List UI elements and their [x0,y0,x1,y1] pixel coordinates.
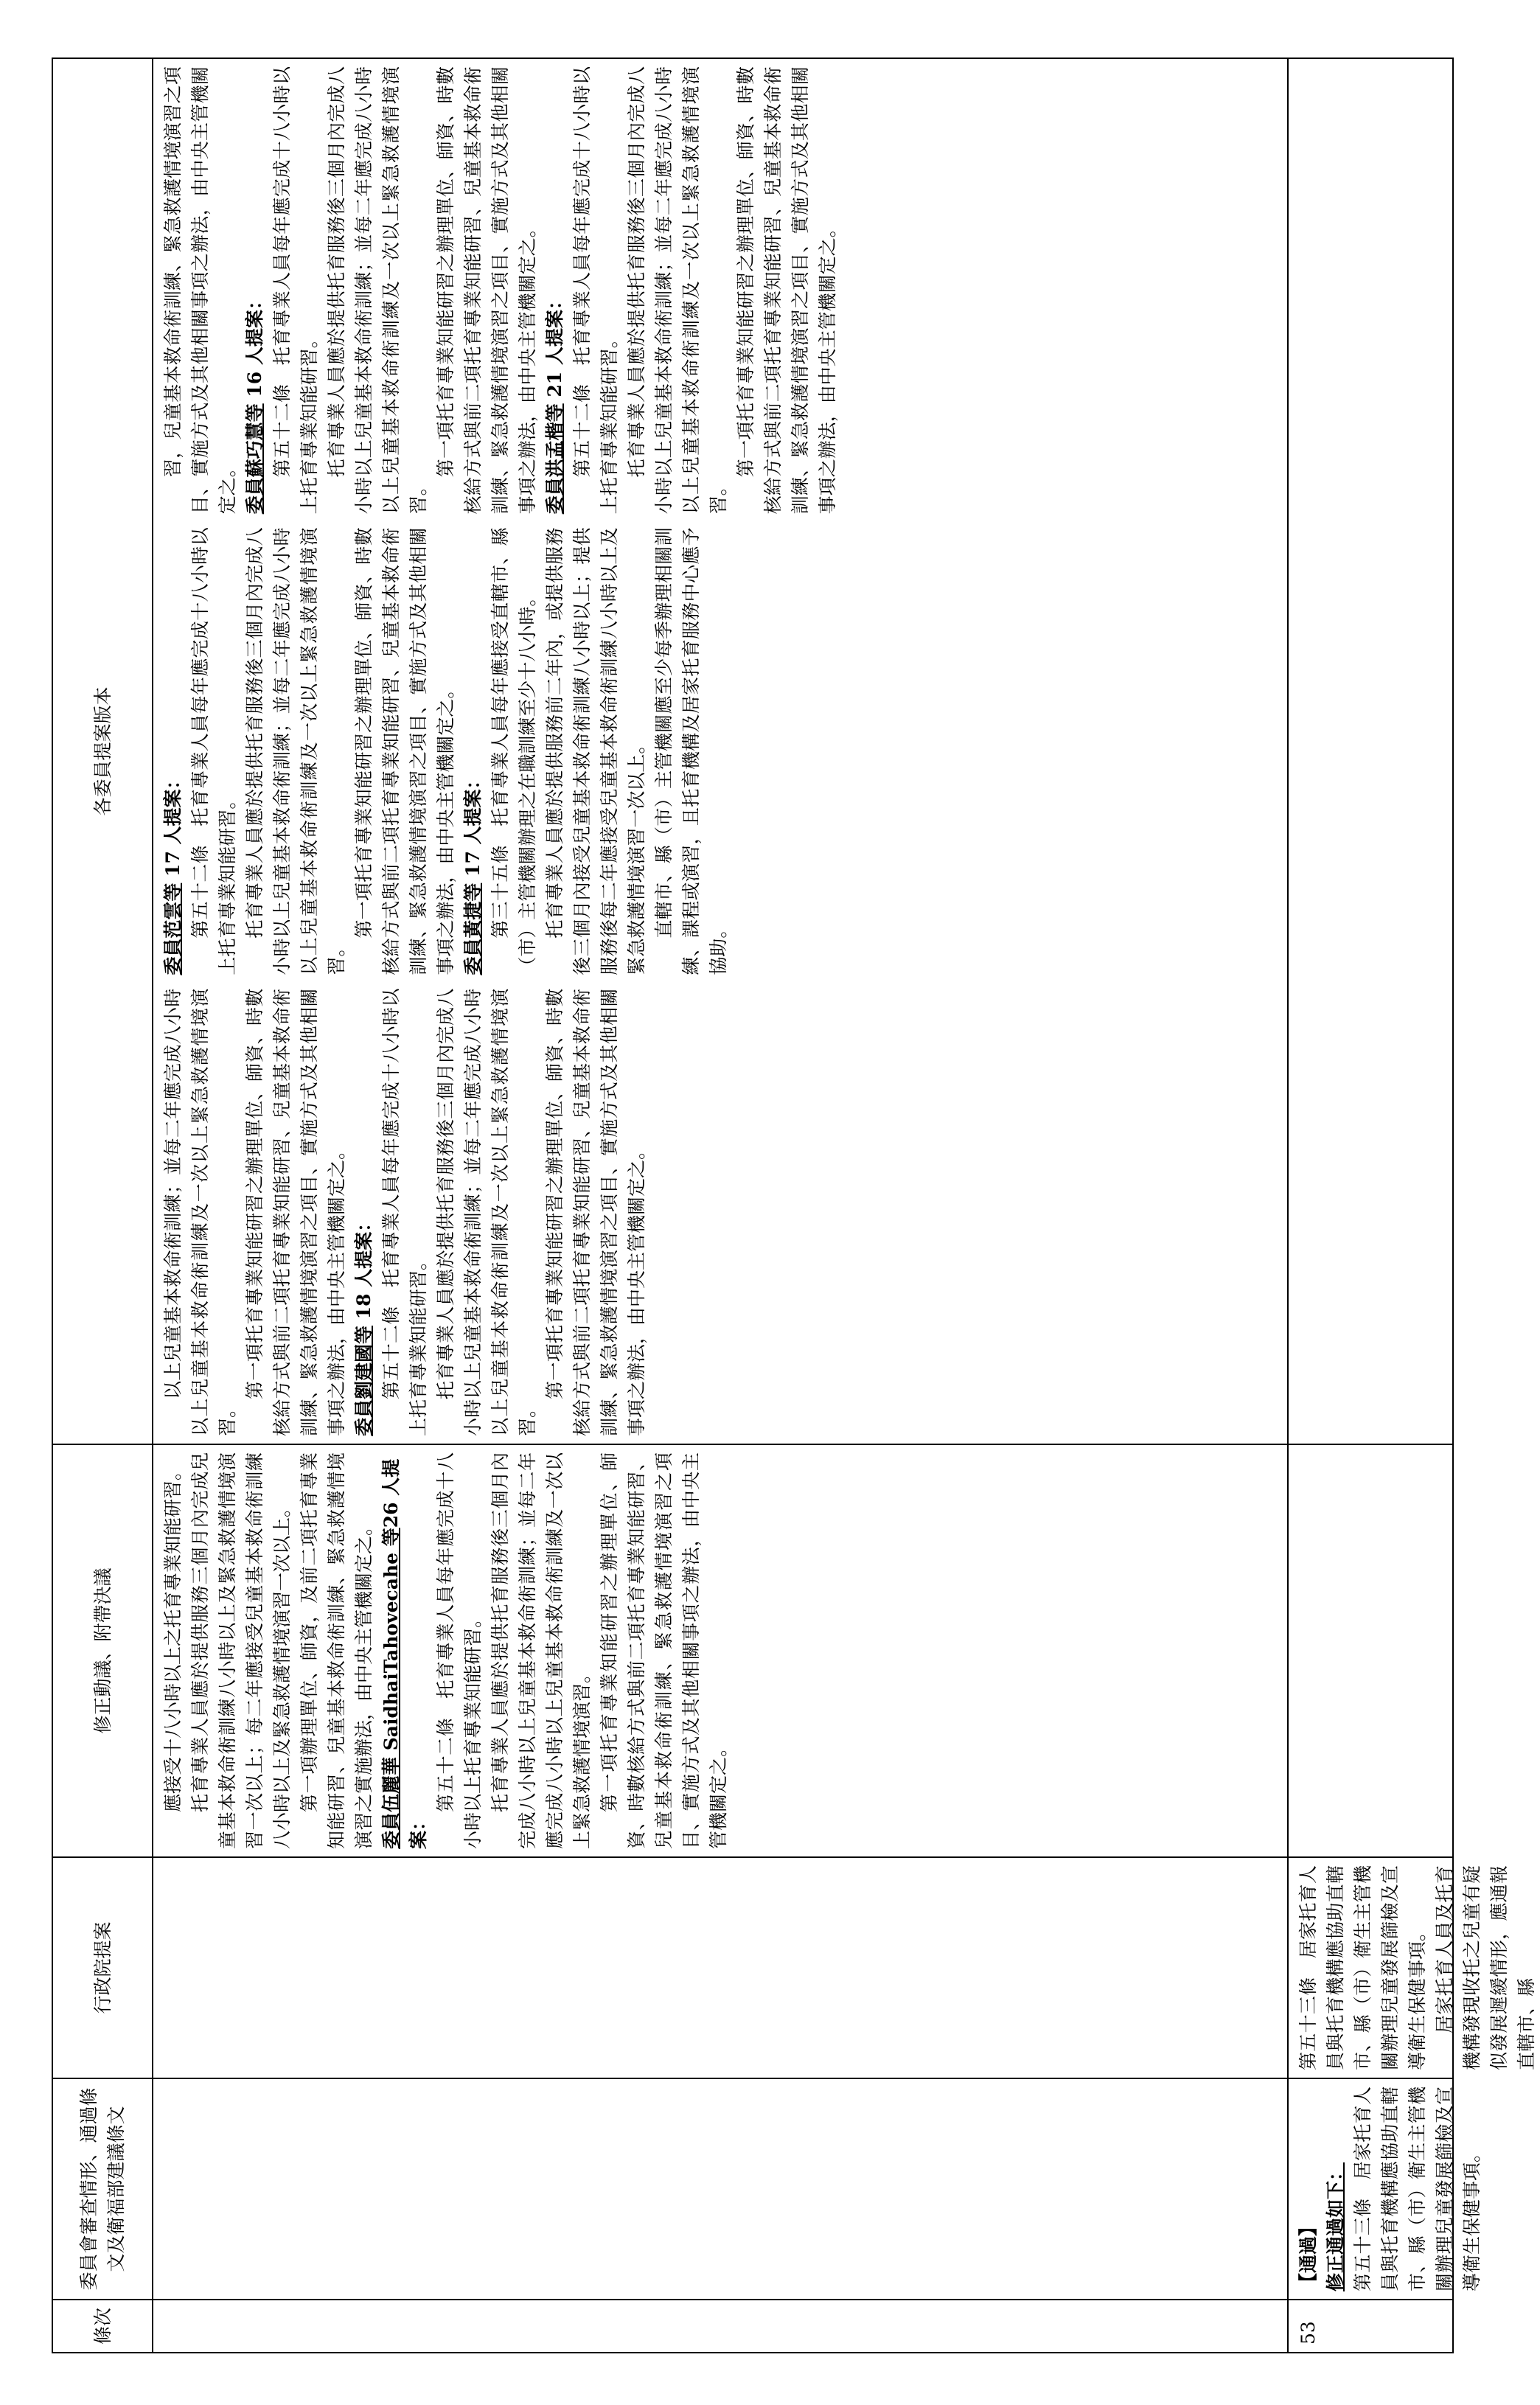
proposal-paragraph: 托育專業人員應於提供托育服務後三個月內完成八小時以上兒童基本救命術訓練；並每二年應完成八小時以上兒童基本救命術訓練及一次以上緊急救護情境演習。 [489,1452,593,1849]
proposal-paragraph: 第一項托育專業知能研習之辦理單位、師資、時數核給方式與前二項托育專業知能研習、兒童基本救命術訓練、緊急救護情境演習之項目、實施方式及其他相關事項之辦法，由中央主管機關定之。 [735,66,838,515]
table-row-article-53 [1288,58,1453,2353]
proposal-paragraph: 第五十二條 托育專業人員每年應完成十八小時以上托育專業知能研習。 [571,66,620,515]
proposal-paragraph: 第一項托育專業知能研習之辦理單位、師資、時數核給方式與前二項托育專業知能研習、兒童基本救命術訓練、緊急救護情境演習之項目、實施方式及其他相關事項之辦法，由中央主管機關定之。 [244,988,347,1436]
header-article-no: 條次 [52,2300,153,2353]
proposal-paragraph: 托育專業人員應於提供托育服務後三個月內完成八小時以上兒童基本救命術訓練；並每二年應完成八小時以上兒童基本救命術訓練及一次以上緊急救護情境演習。 [626,66,729,515]
comparison-table [52,58,1537,2353]
proposal-paragraph: 第一項托育專業知能研習之辦理單位、師資、時數核給方式與前二項托育專業知能研習、兒童基本救命術訓練、緊急救護情境演習之項目、實施方式及其他相關事項之辦法，由中央主管機關定之。 [599,1452,729,1849]
proposer-title [241,66,268,514]
proposal-column-b [159,989,650,1436]
proposal-column-a [159,1452,1281,1849]
proposal-paragraph: 托育專業人員應於提供服務前二年內，或提供服務後三個月內接受兒童基本救命術訓練八小時以上；提供服務後每二年應接受兒童基本救命術訓練八小時以上及緊急救護情境演習一次以上。 [544,527,647,975]
passed-sub-label: 修正通過如下： [1325,2162,1346,2291]
proposer-suffix: 17 人提案： [462,770,484,883]
header-row [52,58,153,2353]
header-amendment-motion: 修正動議、附帶決議 [52,1444,153,1857]
proposal-paragraph: 第五十二條 托育專業人員每年應完成十八小時以上托育專業知能研習。 [435,1452,484,1849]
proposer-suffix: 21 人提案： [544,291,565,404]
cell-exec-53 [1288,1857,1537,2078]
proposal-paragraph: 第一項托育專業知能研習之辦理單位、師資、時數核給方式與前二項托育專業知能研習、兒童基本救命術訓練、緊急救護情境演習之項目、實施方式及其他相關事項之辦法，由中央主管機關定之。 [544,988,647,1436]
proposal-paragraph: 托育專業人員應於提供托育服務後三個月內完成八小時以上兒童基本救命術訓練；並每二年應完成八小時以上兒童基本救命術訓練及一次以上緊急救護情境演習。 [244,527,347,975]
cell-members-continued [153,58,1288,1444]
status-article-text: 第五十三條 居家托育人員與托育機構應協助直轄市、縣（市）衛生主管機關辦理兒童發展篩檢及宣導衛生保健事項。 [1352,2086,1482,2291]
cell-motion-continued [153,1444,1288,1857]
proposer-name: 委員范雲等 [162,883,184,975]
proposal-paragraph: 托育專業人員應於提供服務三個月內完成兒童基本救命術訓練八小時以上及緊急救護情境演習一次以上；每二年應接受兒童基本救命術訓練八小時以上及緊急救護情境演習一次以上。 [189,1452,293,1849]
header-member-proposals: 各委員提案版本 [52,58,153,1444]
header-committee-status: 委員會審查情形、通過條文及衛福部建議條文 [52,2078,153,2300]
proposal-paragraph: 第三十五條 托育專業人員每年應接受直轄市、縣（市）主管機關辦理之在職訓練至少十八小時。 [489,527,538,975]
cell-no-53: 53 [1288,2300,1453,2353]
exec-article-text-2: 居家托育人員及托育機構發現收托之兒童有疑似發展遲緩情形，應通報直轄市、縣 [1434,1865,1537,2070]
proposer-title [541,66,568,514]
cell-motion-53 [1288,1444,1453,1857]
proposer-title [350,989,377,1436]
table-row-continued [153,58,1288,2353]
passed-label: 【通過】 [1297,2217,1319,2291]
header-executive-proposal: 行政院提案 [52,1857,153,2078]
proposer-name: 委員伍麗華 SaidhaiTahovecahe 等 [380,1528,402,1849]
proposal-column-c [159,527,732,975]
proposal-paragraph: 第一項托育專業知能研習之辦理單位、師資、時數核給方式與前二項托育專業知能研習、兒童基本救命術訓練、緊急救護情境演習之項目、實施方式及其他相關事項之辦法，由中央主管機關定之。 [353,527,456,975]
cell-status-53 [1288,2078,1482,2300]
proposal-paragraph: 第五十二條 托育專業人員每年應完成十八小時以上托育專業知能研習。 [189,527,238,975]
proposer-name: 委員劉建國等 [353,1325,374,1436]
proposal-paragraph: 應接受十八小時以上之托育專業知能研習。 [162,1461,184,1812]
proposal-paragraph: 第五十二條 托育專業人員每年應完成十八小時以上托育專業知能研習。 [271,66,320,515]
proposer-title [159,527,187,975]
proposer-name: 委員蘇巧慧等 [244,403,265,515]
proposal-column-d [159,66,841,514]
proposal-paragraph: 以上兒童基本救命術訓練；並每二年應完成八小時以上兒童基本救命術訓練及一次以上緊急救護情境演習。 [162,988,238,1436]
proposal-paragraph: 習，兒童基本救命術訓練、緊急救護情境演習之項目、實施方式及其他相關事項之辦法，由中央主管機關定之。 [162,66,238,515]
proposer-suffix: 16 人提案： [244,291,265,404]
proposer-title [377,1452,432,1849]
proposal-paragraph: 第一項辦理單位、師資，及前二項托育專業知能研習、兒童基本救命術訓練、緊急救護情境演習之實施辦法，由中央主管機關定之。 [299,1452,374,1849]
proposal-paragraph: 第一項托育專業知能研習之辦理單位、師資、時數核給方式與前二項托育專業知能研習、兒童基本救命術訓練、緊急救護情境演習之項目、實施方式及其他相關事項之辦法，由中央主管機關定之。 [435,66,538,515]
cell-status-continued [153,2078,1288,2300]
proposer-suffix: 18 人提案： [353,1213,374,1326]
proposer-title [459,527,487,975]
proposer-name: 委員黃捷等 [462,883,484,975]
proposal-paragraph: 第五十二條 托育專業人員每年應完成十八小時以上托育專業知能研習。 [380,988,429,1436]
proposal-paragraph: 托育專業人員應於提供托育服務後三個月內完成八小時以上兒童基本救命術訓練；並每二年應完成八小時以上兒童基本救命術訓練及一次以上緊急救護情境演習。 [326,66,429,515]
exec-article-text-1: 第五十三條 居家托育人員與托育機構應協助直轄市、縣（市）衛生主管機關辦理兒童發展篩檢及宣導衛生保健事項。 [1297,1865,1428,2070]
proposal-columns-bcd [159,66,1281,1436]
proposal-paragraph: 直轄市、縣（市）主管機關應至少每季辦理相關訓練、課程或演習，且托育機構及居家托育服務中心應予協助。 [653,527,729,975]
cell-no-continued [153,2300,1288,2353]
proposer-suffix: 17 人提案： [162,770,184,883]
proposal-paragraph: 托育專業人員應於提供托育服務後三個月內完成八小時以上兒童基本救命術訓練；並每二年應完成八小時以上兒童基本救命術訓練及一次以上緊急救護情境演習。 [435,988,538,1436]
proposer-name: 委員洪孟楷等 [544,403,565,515]
proposer-suffix: 26 人提案： [380,1458,429,1849]
cell-members-53 [1288,58,1453,1444]
cell-exec-continued [153,1857,1288,2078]
